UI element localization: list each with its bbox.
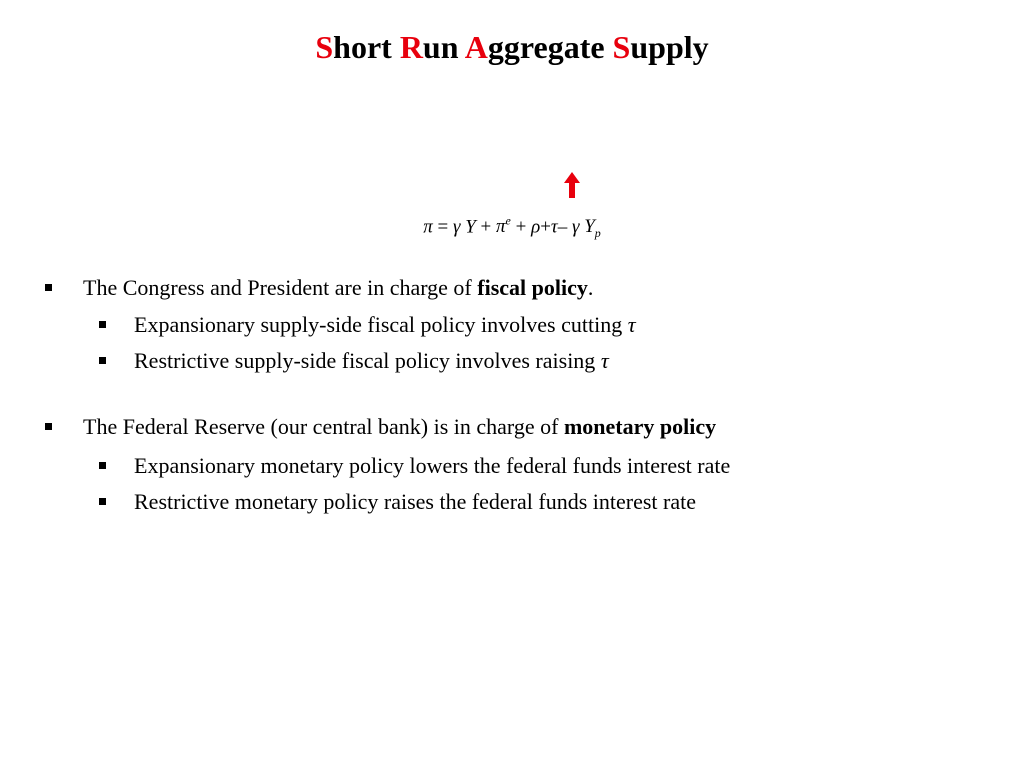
eq-pi: π (423, 216, 433, 238)
bullet-marker-icon (99, 357, 106, 364)
eq-pi-expected: $\pi^e$ (495, 214, 511, 238)
eq-plus: + (480, 216, 492, 238)
slide-title (0, 27, 1024, 67)
bullet-marker-icon (99, 321, 106, 328)
bullet-monetary-policy: The Federal Reserve (our central bank) is in charge of monetary policy (83, 413, 716, 441)
eq-plus: + (540, 216, 551, 238)
bullet-marker-icon (45, 284, 52, 291)
eq-gamma: γ (571, 216, 580, 238)
bullet-marker-icon (45, 423, 52, 430)
title-word-aggregate: Aggregate (464, 29, 605, 65)
eq-gamma: γ (452, 216, 461, 238)
eq-plus: + (515, 216, 527, 238)
title-word-short: Short (315, 29, 392, 65)
sub-bullet-restrictive-monetary: Restrictive monetary policy raises the federal funds interest rate (134, 488, 696, 516)
sras-equation (0, 207, 1024, 247)
tau-symbol: τ (627, 312, 636, 337)
sub-bullet-restrictive-fiscal: Restrictive supply-side fiscal policy involves raising τ (134, 347, 609, 375)
sub-bullet-expansionary-monetary: Expansionary monetary policy lowers the federal funds interest rate (134, 452, 730, 480)
title-word-run: Run (399, 29, 459, 65)
bullet-fiscal-policy: The Congress and President are in charge of fiscal policy. (83, 274, 593, 302)
eq-tau: τ (550, 216, 558, 238)
title-word-supply: Supply (612, 29, 709, 65)
eq-rho: ρ (531, 216, 541, 238)
eq-y: Y (465, 216, 476, 238)
up-arrow-icon (563, 172, 581, 198)
sub-bullet-expansionary-fiscal: Expansionary supply-side fiscal policy involves cutting τ (134, 311, 636, 339)
eq-minus: – (557, 216, 568, 238)
eq-equals: = (437, 216, 449, 238)
bullet-marker-icon (99, 498, 106, 505)
bullet-marker-icon (99, 462, 106, 469)
eq-y-potential: $Y_p$ (584, 216, 601, 241)
tau-symbol: τ (600, 348, 609, 373)
monetary-policy-term: monetary policy (563, 414, 717, 439)
fiscal-policy-term: fiscal policy (477, 275, 588, 300)
